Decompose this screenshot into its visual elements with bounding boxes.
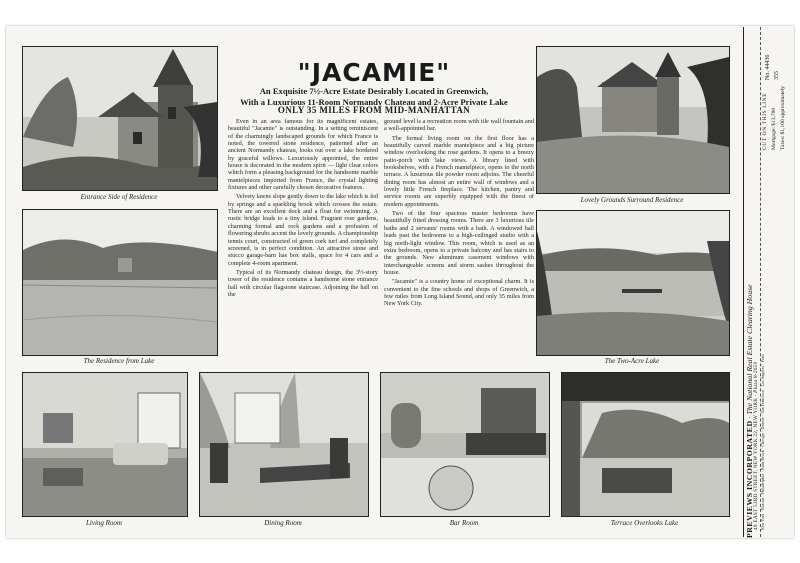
- col1-paragraph-3: Typical of its Normandy chateau design, the 3½-story tower of the residence contains a handsome stone entrance hall with circular flagstone staircase. Adjoining the hall on the: [228, 268, 378, 298]
- caption-terrace: Terrace Overlooks Lake: [610, 519, 679, 527]
- photo-entrance: [22, 46, 218, 191]
- photo-lake-view: [22, 209, 218, 356]
- phone: · Plaza 8-2650: [753, 361, 759, 397]
- company-name: PREVIEWS INCORPORATED: [745, 420, 754, 538]
- photo-dining-room: [199, 372, 369, 517]
- col2-paragraph-4: "Jacamie" is a country home of exceptional charm. It is convenient to the fine schools and shops of Greenwich, a few miles from Long Island Sound, and only 35 miles from New York City.: [384, 278, 534, 308]
- photo-two-acre-lake: [536, 210, 730, 356]
- col1-paragraph-2: Velvety lawns slope gently down to the lake which is fed by springs and a sparkling brook which crosses the estate. There are an excellent dock and a float for swimming. A rustic bridge leads to a tiny island. Fragrant rose gardens, charming formal and rock gardens and a profusion of flowering shrubs accent the lovely grounds. A championship tennis court, constructed of green cork turf and completely screened, is in perfect condition. An attractive stone and stucco garage-barn has box stalls, space for 4 cars and a complete 4-room apartment.: [228, 193, 378, 267]
- distance-headline: ONLY 35 MILES FROM MID-MANHATTAN: [277, 105, 471, 115]
- listing-number-2: 355: [774, 71, 780, 80]
- body-column-2: [384, 118, 534, 310]
- photo-living-room: [22, 372, 188, 517]
- cut-line-strip: [743, 27, 744, 537]
- photo-bar-room: [380, 372, 550, 517]
- listing-number: No. 44436: [765, 54, 771, 80]
- caption-two-acre-lake: The Two-Acre Lake: [604, 357, 660, 365]
- cut-line-label: CUT ON THIS LINE: [762, 92, 768, 150]
- photo-terrace: [561, 372, 730, 517]
- subtitle-line-2: With a Luxurious 11-Room Normandy Chateau and 2-Acre Private Lake: [240, 96, 508, 107]
- subtitle-line-1: An Exquisite 7½-Acre Estate Desirably Located in Greenwich,: [259, 86, 489, 96]
- cities-line: New York · Boston · Philadelphia · Palm Beach · Chicago · Denver · San Francisco · Los Angeles · Paris: [761, 353, 765, 530]
- page-title: "JACAMIE": [297, 58, 451, 87]
- taxes-info: Taxes: $1,100 approximately: [780, 86, 786, 150]
- address-line: [753, 361, 759, 530]
- mortgage-info: Mortgage: $13,700: [771, 107, 777, 150]
- col2-paragraph-1: ground level is a recreation room with tile wall fountain and a well-appointed bar.: [384, 118, 534, 133]
- body-column-1: [228, 118, 378, 300]
- caption-lake-view: The Residence from Lake: [83, 357, 155, 365]
- col2-paragraph-3: Two of the four spacious master bedrooms have beautifully fitted dressing rooms. There are 3 luxurious tile baths and 2 servants' rooms with a bath. A windowed hall leads past the bedrooms to a high-ceilinged studio with a big north-light window. This room, which is used as an extra bedroom, opens to a private balcony and has stairs to the grounds. New aluminum casement windows with interchangeable screens and storm sashes throughout the house.: [384, 210, 534, 276]
- caption-entrance: Entrance Side of Residence: [80, 193, 158, 201]
- col1-paragraph-1: Even in an area famous for its magnificent estates, beautiful "Jacamie" is outstanding. In a setting reminiscent of the charmingly landscaped grounds for which France is noted, the towered stone residence, patterned after an ancient Normandy chateau, looks out over a lake bordered by graceful willows. Luxuriously appointed, the entire house is decorated in the modern spirit — light clear colors which form a pleasing background for the handsome marble mantelpieces imported from France, the crystal lighting fixtures and other carefully chosen decorative features.: [228, 118, 378, 192]
- photo-grounds: [536, 46, 730, 194]
- caption-grounds: Lovely Grounds Surround Residence: [580, 196, 684, 204]
- subtitle: [222, 86, 526, 107]
- address: 49 EAST 53RD STREET, NEW YORK 22, NEW YORK: [753, 397, 759, 530]
- caption-living-room: Living Room: [86, 519, 122, 527]
- caption-bar-room: Bar Room: [449, 519, 479, 527]
- col2-paragraph-2: The formal living room on the first floor has a beautifully carved marble mantelpiece and a big picture window overlooking the rose gardens. It opens to a breezy patio-porch with lake views. A library lined with bookshelves, with a French mantelpiece, opens to the north terrace. A luxurious tile powder room adjoins. The cheerful dining room has almost an entire wall of windows and a lovely little French fireplace. The kitchen, pantry and service rooms are superbly equipped with the finest of modern appointments.: [384, 134, 534, 208]
- company-tagline: · The National Real Estate Clearing House: [745, 284, 754, 419]
- caption-dining-room: Dining Room: [264, 519, 302, 527]
